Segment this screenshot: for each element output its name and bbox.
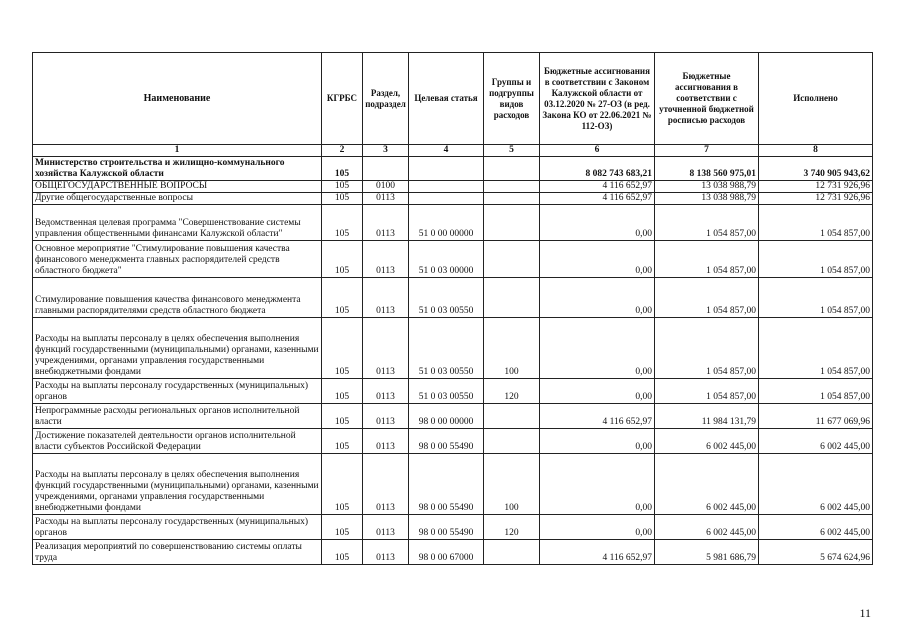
cell-target-article xyxy=(409,157,484,181)
cell-expense-group xyxy=(484,429,540,454)
cell-kgrbs: 105 xyxy=(322,379,363,404)
cell-executed: 1 054 857,00 xyxy=(759,278,873,318)
cell-target-article: 51 0 03 00550 xyxy=(409,278,484,318)
cell-law-allocation: 0,00 xyxy=(540,379,655,404)
cell-target-article: 51 0 03 00000 xyxy=(409,241,484,278)
table-row xyxy=(33,318,873,379)
cell-refined-allocation: 6 002 445,00 xyxy=(655,515,759,540)
cell-target-article xyxy=(409,193,484,205)
header-name: Наименование xyxy=(33,53,322,145)
header-groups: Группы и подгруппы видов расходов xyxy=(484,53,540,145)
cell-law-allocation: 4 116 652,97 xyxy=(540,181,655,193)
column-number-row xyxy=(33,145,873,157)
cell-section: 0113 xyxy=(363,515,409,540)
cell-executed: 1 054 857,00 xyxy=(759,241,873,278)
cell-target-article: 51 0 00 00000 xyxy=(409,205,484,241)
cell-kgrbs: 105 xyxy=(322,429,363,454)
cell-section: 0113 xyxy=(363,454,409,515)
table-row xyxy=(33,181,873,193)
cell-law-allocation: 0,00 xyxy=(540,278,655,318)
cell-expense-group: 120 xyxy=(484,379,540,404)
cell-executed: 6 002 445,00 xyxy=(759,454,873,515)
cell-refined-allocation: 6 002 445,00 xyxy=(655,429,759,454)
cell-expense-group xyxy=(484,241,540,278)
cell-expense-group xyxy=(484,278,540,318)
cell-name: Министерство строительства и жилищно-коммунального хозяйства Калужской области xyxy=(33,157,322,181)
column-number: 8 xyxy=(759,145,873,157)
cell-target-article: 98 0 00 67000 xyxy=(409,540,484,565)
table-row xyxy=(33,379,873,404)
header-row xyxy=(33,53,873,145)
cell-executed: 12 731 926,96 xyxy=(759,181,873,193)
cell-section: 0113 xyxy=(363,205,409,241)
cell-law-allocation: 4 116 652,97 xyxy=(540,404,655,429)
cell-name: Расходы на выплаты персоналу в целях обеспечения выполнения функций государственными (муниципальными) органами, казенными учреждениями, органами управления государственными внебюджетными фондами xyxy=(33,318,322,379)
cell-section: 0113 xyxy=(363,540,409,565)
cell-section: 0113 xyxy=(363,429,409,454)
cell-executed: 12 731 926,96 xyxy=(759,193,873,205)
column-number: 1 xyxy=(33,145,322,157)
cell-law-allocation: 4 116 652,97 xyxy=(540,540,655,565)
cell-executed: 1 054 857,00 xyxy=(759,205,873,241)
cell-kgrbs: 105 xyxy=(322,515,363,540)
cell-refined-allocation: 8 138 560 975,01 xyxy=(655,157,759,181)
cell-section: 0113 xyxy=(363,241,409,278)
table-row xyxy=(33,515,873,540)
table-row xyxy=(33,241,873,278)
cell-kgrbs: 105 xyxy=(322,181,363,193)
cell-name: Расходы на выплаты персоналу государственных (муниципальных) органов xyxy=(33,379,322,404)
cell-executed: 6 002 445,00 xyxy=(759,429,873,454)
cell-kgrbs: 105 xyxy=(322,540,363,565)
cell-refined-allocation: 13 038 988,79 xyxy=(655,193,759,205)
cell-kgrbs: 105 xyxy=(322,404,363,429)
cell-section: 0113 xyxy=(363,193,409,205)
cell-target-article: 98 0 00 55490 xyxy=(409,515,484,540)
cell-kgrbs: 105 xyxy=(322,157,363,181)
header-kgrbs: КГРБС xyxy=(322,53,363,145)
cell-target-article: 51 0 03 00550 xyxy=(409,318,484,379)
table-row xyxy=(33,278,873,318)
cell-target-article: 98 0 00 55490 xyxy=(409,454,484,515)
cell-name: Основное мероприятие "Стимулирование повышения качества финансового менеджмента главных распорядителей средств областного бюджета" xyxy=(33,241,322,278)
cell-kgrbs: 105 xyxy=(322,241,363,278)
cell-executed: 1 054 857,00 xyxy=(759,379,873,404)
cell-refined-allocation: 1 054 857,00 xyxy=(655,241,759,278)
cell-executed: 1 054 857,00 xyxy=(759,318,873,379)
column-number: 3 xyxy=(363,145,409,157)
cell-executed: 11 677 069,96 xyxy=(759,404,873,429)
cell-target-article: 98 0 00 55490 xyxy=(409,429,484,454)
cell-section: 0113 xyxy=(363,404,409,429)
cell-expense-group: 120 xyxy=(484,515,540,540)
cell-expense-group xyxy=(484,404,540,429)
column-number: 5 xyxy=(484,145,540,157)
cell-name: Непрограммные расходы региональных органов исполнительной власти xyxy=(33,404,322,429)
cell-law-allocation: 8 082 743 683,21 xyxy=(540,157,655,181)
cell-refined-allocation: 5 981 686,79 xyxy=(655,540,759,565)
cell-refined-allocation: 11 984 131,79 xyxy=(655,404,759,429)
cell-law-allocation: 0,00 xyxy=(540,515,655,540)
cell-name: Реализация мероприятий по совершенствованию системы оплаты труда xyxy=(33,540,322,565)
cell-name: Расходы на выплаты персоналу в целях обеспечения выполнения функций государственными (муниципальными) органами, казенными учреждениями, органами управления государственными внебюджетными фондами xyxy=(33,454,322,515)
cell-name: Другие общегосударственные вопросы xyxy=(33,193,322,205)
cell-target-article xyxy=(409,181,484,193)
cell-refined-allocation: 1 054 857,00 xyxy=(655,205,759,241)
table-row xyxy=(33,205,873,241)
cell-refined-allocation: 1 054 857,00 xyxy=(655,278,759,318)
cell-kgrbs: 105 xyxy=(322,193,363,205)
cell-name: Стимулирование повышения качества финансового менеджмента главными распорядителями средств областного бюджета xyxy=(33,278,322,318)
cell-section xyxy=(363,157,409,181)
cell-executed: 3 740 905 943,62 xyxy=(759,157,873,181)
table-row xyxy=(33,540,873,565)
cell-law-allocation: 0,00 xyxy=(540,429,655,454)
page-number: 11 xyxy=(859,606,871,620)
table-row xyxy=(33,193,873,205)
column-number: 7 xyxy=(655,145,759,157)
table-body xyxy=(33,157,873,565)
cell-expense-group xyxy=(484,540,540,565)
cell-expense-group xyxy=(484,193,540,205)
cell-law-allocation: 0,00 xyxy=(540,241,655,278)
cell-name: Достижение показателей деятельности органов исполнительной власти субъектов Российской Федерации xyxy=(33,429,322,454)
cell-kgrbs: 105 xyxy=(322,318,363,379)
table-row xyxy=(33,429,873,454)
cell-kgrbs: 105 xyxy=(322,278,363,318)
cell-target-article: 51 0 03 00550 xyxy=(409,379,484,404)
cell-section: 0100 xyxy=(363,181,409,193)
table-row xyxy=(33,454,873,515)
cell-refined-allocation: 6 002 445,00 xyxy=(655,454,759,515)
cell-expense-group: 100 xyxy=(484,318,540,379)
table-row xyxy=(33,157,873,181)
column-number: 2 xyxy=(322,145,363,157)
cell-section: 0113 xyxy=(363,318,409,379)
cell-refined-allocation: 13 038 988,79 xyxy=(655,181,759,193)
cell-expense-group xyxy=(484,181,540,193)
cell-expense-group xyxy=(484,205,540,241)
cell-kgrbs: 105 xyxy=(322,454,363,515)
cell-executed: 5 674 624,96 xyxy=(759,540,873,565)
cell-expense-group xyxy=(484,157,540,181)
cell-name: Ведомственная целевая программа "Совершенствование системы управления общественными финансами Калужской области" xyxy=(33,205,322,241)
header-refined-allocation: Бюджетные ассигнования в соответствии с уточненной бюджетной росписью расходов xyxy=(655,53,759,145)
cell-section: 0113 xyxy=(363,379,409,404)
cell-name: Расходы на выплаты персоналу государственных (муниципальных) органов xyxy=(33,515,322,540)
cell-name: ОБЩЕГОСУДАРСТВЕННЫЕ ВОПРОСЫ xyxy=(33,181,322,193)
cell-refined-allocation: 1 054 857,00 xyxy=(655,379,759,404)
cell-refined-allocation: 1 054 857,00 xyxy=(655,318,759,379)
cell-executed: 6 002 445,00 xyxy=(759,515,873,540)
cell-target-article: 98 0 00 00000 xyxy=(409,404,484,429)
column-number: 6 xyxy=(540,145,655,157)
header-target: Целевая статья xyxy=(409,53,484,145)
cell-law-allocation: 4 116 652,97 xyxy=(540,193,655,205)
cell-kgrbs: 105 xyxy=(322,205,363,241)
budget-execution-table xyxy=(32,52,873,565)
column-number: 4 xyxy=(409,145,484,157)
budget-table-container xyxy=(32,52,873,565)
cell-law-allocation: 0,00 xyxy=(540,205,655,241)
header-law-allocation: Бюджетные ассигнования в соответствии с Законом Калужской области от 03.12.2020 № 27-ОЗ (в ред. Закона КО от 22.06.2021 № 112-ОЗ) xyxy=(540,53,655,145)
cell-expense-group: 100 xyxy=(484,454,540,515)
cell-law-allocation: 0,00 xyxy=(540,454,655,515)
table-row xyxy=(33,404,873,429)
cell-section: 0113 xyxy=(363,278,409,318)
cell-law-allocation: 0,00 xyxy=(540,318,655,379)
header-executed: Исполнено xyxy=(759,53,873,145)
header-section: Раздел, подраздел xyxy=(363,53,409,145)
